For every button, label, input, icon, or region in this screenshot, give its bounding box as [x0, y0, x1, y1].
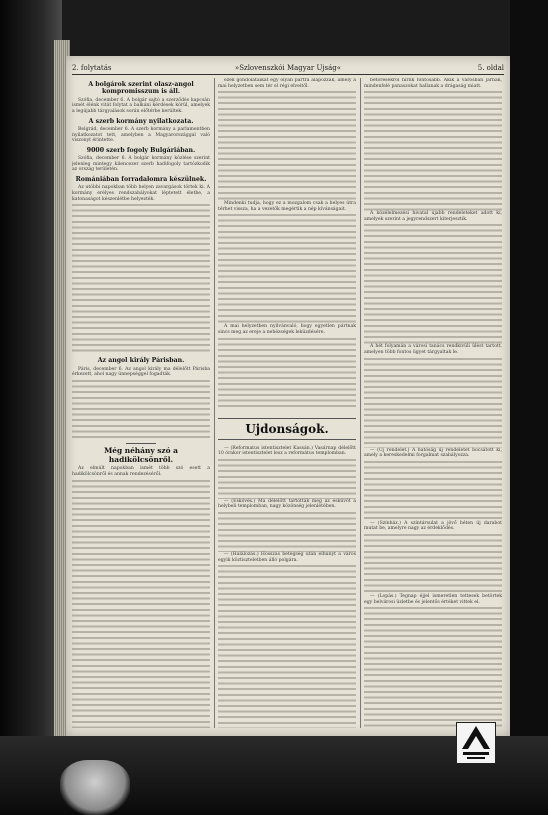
- news-item: — (Lopás.) Tegnap éjjel ismeretlen tettesek betörtek egy belvárosi üzletbe és jelentős értéket vittek el.: [364, 593, 502, 605]
- news-item: — (Színház.) A színtársulat a jövő héten új darabot mutat be, amelyre nagy az érdeklődés.: [364, 520, 502, 532]
- text-lines: [364, 224, 502, 344]
- article-text: Mindenki tudja, hogy ez a mozgalom csak a helyes útra térhet vissza, ha a vezetők megértik a nép kívánságait.: [218, 201, 356, 212]
- text-lines: [364, 607, 502, 728]
- article-heading: 9000 szerb fogoly Bulgáriában.: [86, 146, 196, 154]
- running-head: [72, 62, 504, 75]
- article-heading: Az angol király Párisban.: [97, 357, 185, 365]
- column-3: [364, 78, 502, 728]
- article-text: Páris, december 6. Az angol király ma délelőtt Párisba érkezett, ahol nagy ünnepséggel fogadták.: [72, 366, 210, 378]
- article-text: A hét folyamán a városi tanács rendkívüli ülést tartott, amelyen több fontos ügyet tárgyaltak le.: [364, 344, 502, 355]
- article-heading: Romániában forradalomra készülnek.: [75, 175, 207, 183]
- scanner-thumb: [60, 760, 130, 815]
- news-item: — (Uj rendelet.) A hatóság új rendeletet bocsátott ki, amely a kereskedelmi forgalmat szabályozza.: [364, 447, 502, 459]
- article-text: ezek gondolataikat egy olyan pártra alapozzák, amely a mai helyzetben sem tér el régi elveitől.: [218, 78, 356, 89]
- article-heading: Még néhány szó a hadikölcsönről.: [104, 445, 178, 464]
- article-text: betörésekről hírlik fontosabb. Akik a városban járnak, mindenfelé panaszokat hallanak a drágaság miatt.: [364, 78, 502, 89]
- column-2: [218, 78, 356, 728]
- news-item: — (Reformatus istentisztelet Kassán.) Vasárnap délelőtt 10 órakor istentisztelet lesz a református templomban.: [218, 445, 356, 457]
- text-lines: [218, 565, 356, 728]
- running-head-page-number: 5. oldal: [477, 64, 504, 72]
- text-lines: [72, 204, 210, 354]
- library-logo-icon: [456, 722, 496, 764]
- scan-left-shadow: [0, 0, 62, 815]
- text-lines: [72, 480, 210, 728]
- news-item: — (Eskövés.) Ma délelőtt tartották meg az esküvőt a helybeli templomban, nagy közönség jelenlétében.: [218, 498, 356, 510]
- text-lines: [364, 358, 502, 448]
- article-text: Belgrád, december 6. A szerb kormány a parlamentben nyilatkozatot tett, amelyben a Magyarországgal való viszonyt érintette.: [72, 127, 210, 144]
- column-rule: [214, 78, 215, 728]
- divider: [126, 443, 156, 444]
- column-1: [72, 78, 210, 728]
- running-head-left: 2. folytatás: [72, 64, 112, 72]
- article-text: Az elmúlt napokban ismét több szó esett a hadikölcsönről és annak rendezéséről.: [72, 466, 210, 477]
- article-heading: A szerb kormány nyilatkozata.: [88, 117, 194, 125]
- library-logo-svg: [457, 723, 495, 763]
- newspaper-page: [66, 56, 510, 736]
- article-text: Szófia, december 6. A bolgár kormány közlése szerint jelenleg mintegy kilencezer szerb hadifogoly tartózkodik az ország területén.: [72, 156, 210, 173]
- text-lines: [218, 459, 356, 499]
- column-rule: [360, 78, 361, 728]
- text-lines: [72, 380, 210, 440]
- article-text: Az utóbbi napokban több helyen zavargások törtek ki. A kormány erélyes rendszabályokat léptetett életbe, a katonaságot készenlétbe helyezték.: [72, 185, 210, 202]
- text-lines: [364, 534, 502, 594]
- text-lines: [218, 512, 356, 552]
- article-text: A mai helyzetben nyilvánvaló, hogy egyetlen pártnak sincs meg az ereje a nehézségek leküzdésére.: [218, 324, 356, 335]
- text-lines: [218, 214, 356, 324]
- text-lines: [218, 91, 356, 201]
- article-text: A közélelmezési hivatal újabb rendeleteket adott ki, amelyek szerint a jegyrendszert kiterjesztik.: [364, 211, 502, 222]
- scan-right-shadow: [510, 0, 548, 815]
- text-lines: [364, 91, 502, 211]
- text-lines: [218, 338, 356, 408]
- article-text: Szófia, december 6. A bolgár sajtó a szerződés kapcsán ismét élénk vitát folytat a balkáni kérdések körül, amelyek a legújabb tárgyalások során előtérbe kerültek.: [72, 97, 210, 114]
- running-head-title: »Szlovenszkói Magyar Ujság«: [234, 64, 342, 72]
- section-banner: Ujdonságok.: [218, 418, 356, 440]
- article-heading: A bolgárok szerint olasz-angol kompromisszum is áll.: [88, 81, 194, 96]
- text-lines: [364, 461, 502, 521]
- news-item: — (Halálozás.) Hosszas betegség után elhunyt a város egyik köztiszteletben álló polgára.: [218, 551, 356, 563]
